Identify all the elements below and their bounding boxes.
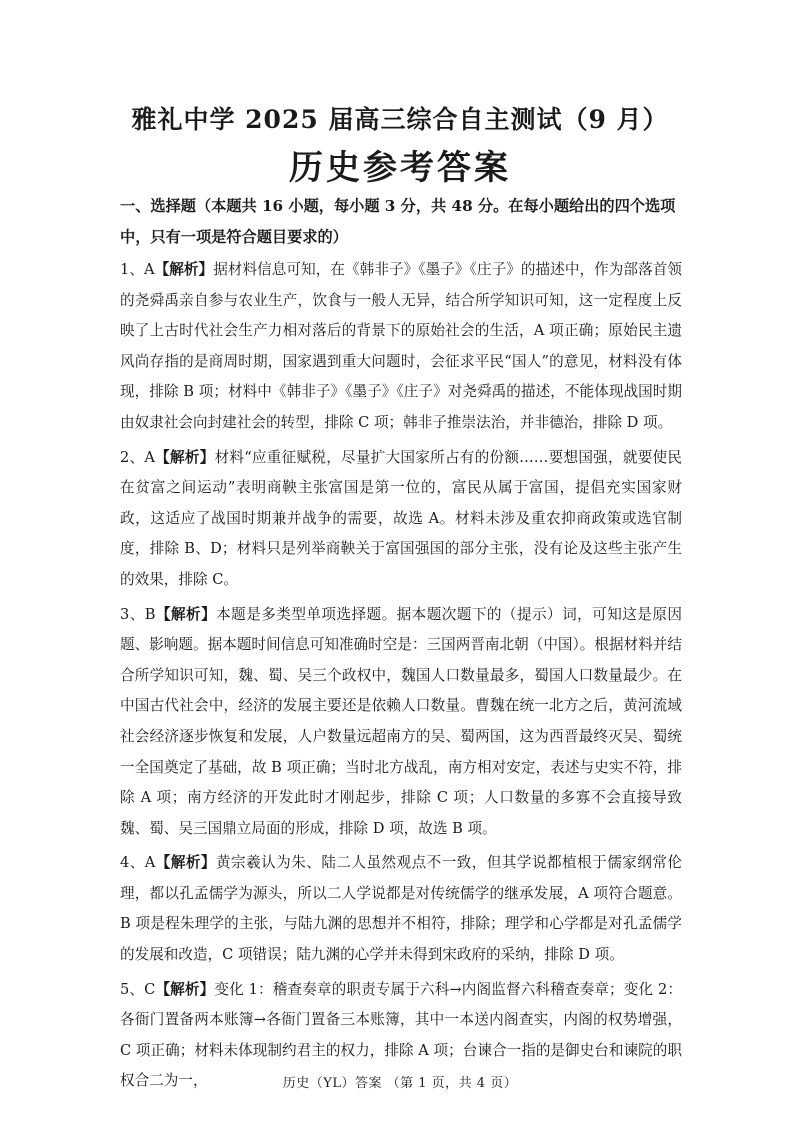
answer-item-1 xyxy=(120,255,682,439)
answer-item-2 xyxy=(120,443,682,596)
answer-number: 3、B xyxy=(120,605,156,623)
analysis-tag: 【解析】 xyxy=(154,448,215,466)
answer-text: 黄宗羲认为朱、陆二人虽然观点不一致，但其学说都植根于儒家纲常伦理，都以孔孟儒学为源头，所以二人学说都是对传统儒学的继承发展，A 项符合题意。B 项是程朱理学的主张，与陆九渊的思想并不相符，排除；理学和心学都是对孔孟儒学的发展和改造，C 项错误；陆九渊的心学并未得到宋政府的采纳，排除 D 项。 xyxy=(120,854,682,964)
answer-text: 材料“应重征赋税，尽量扩大国家所占有的份额……要想国强，就要使民在贫富之间运动”表明商鞅主张富国是第一位的，富民从属于富国，提倡充实国家财政，这适应了战国时期兼并战争的需要，故选 A。材料未涉及重农抑商政策或选官制度，排除 B、D；材料只是列举商鞅关于富国强国的部分主张，没有论及这些主张产生的效果，排除 C。 xyxy=(120,448,682,588)
page-footer: 历史（YL）答案 （第 1 页，共 4 页） xyxy=(282,1076,518,1091)
answer-number: 4、A xyxy=(120,854,156,872)
document-subtitle: 历史参考答案 xyxy=(289,148,511,188)
answer-text: 本题是多类型单项选择题。据本题次题下的（提示）词，可知这是原因题、影响题。据本题时间信息可知准确时空是：三国两晋南北朝（中国）。根据材料并结合所学知识可知，魏、蜀、吴三个政权中，魏国人口数量最多，蜀国人口数量最少。在中国古代社会中，经济的发展主要还是依赖人口数量。曹魏在统一北方之后，黄河流域社会经济逐步恢复和发展，人户数量远超南方的吴、蜀两国，这为西晋最终灭吴、蜀统一全国奠定了基础，故 B 项正确；当时北方战乱，南方相对安定，表述与史实不符，排除 A 项；南方经济的开发此时才刚起步，排除 C 项；人口数量的多寡不会直接导致魏、蜀、吴三国鼎立局面的形成，排除 D 项，故选 B 项。 xyxy=(120,605,682,837)
answer-text: 据材料信息可知，在《韩非子》《墨子》《庄子》的描述中，作为部落首领的尧舜禹亲自参与农业生产，饮食与一般人无异，结合所学知识可知，这一定程度上反映了上古时代社会生产力相对落后的背景下的原始社会的生活，A 项正确；原始民主遗风尚存指的是商周时期，国家遇到重大问题时，会征求平民“国人”的意见，材料没有体现，排除 B 项；材料中《韩非子》《墨子》《庄子》对尧舜禹的描述，不能体现战国时期由奴隶社会向封建社会的转型，排除 C 项；韩非子推崇法治，并非德治，排除 D 项。 xyxy=(120,261,682,431)
analysis-tag: 【解析】 xyxy=(154,261,214,278)
answer-text: 变化 1：稽查奏章的职责专属于六科→内阁监督六科稽查奏章；变化 2：各衙门置备两本账簿→各衙门置备三本账簿，其中一本送内阁查实，内阁的权势增强，C 项正确；材料未体现制约君主的权力，排除 A 项；台谏合一指的是御史台和谏院的职权合二为一， xyxy=(120,980,682,1090)
analysis-tag: 【解析】 xyxy=(155,605,217,623)
section-heading: 一、选择题（本题共 16 小题，每小题 3 分，共 48 分。在每小题给出的四个选项中，只有一项是符合题目要求的） xyxy=(120,197,676,246)
analysis-tag: 【解析】 xyxy=(155,980,215,998)
exam-title: 雅礼中学 2025 届高三综合自主测试（9 月） xyxy=(131,105,669,134)
answer-item-4 xyxy=(120,848,682,970)
analysis-tag: 【解析】 xyxy=(155,854,216,872)
answer-item-3 xyxy=(120,600,682,845)
answer-number: 5、C xyxy=(120,980,156,998)
answer-number: 2、A xyxy=(120,448,155,466)
answers-list xyxy=(120,255,682,1101)
answer-number: 1、A xyxy=(120,261,155,278)
